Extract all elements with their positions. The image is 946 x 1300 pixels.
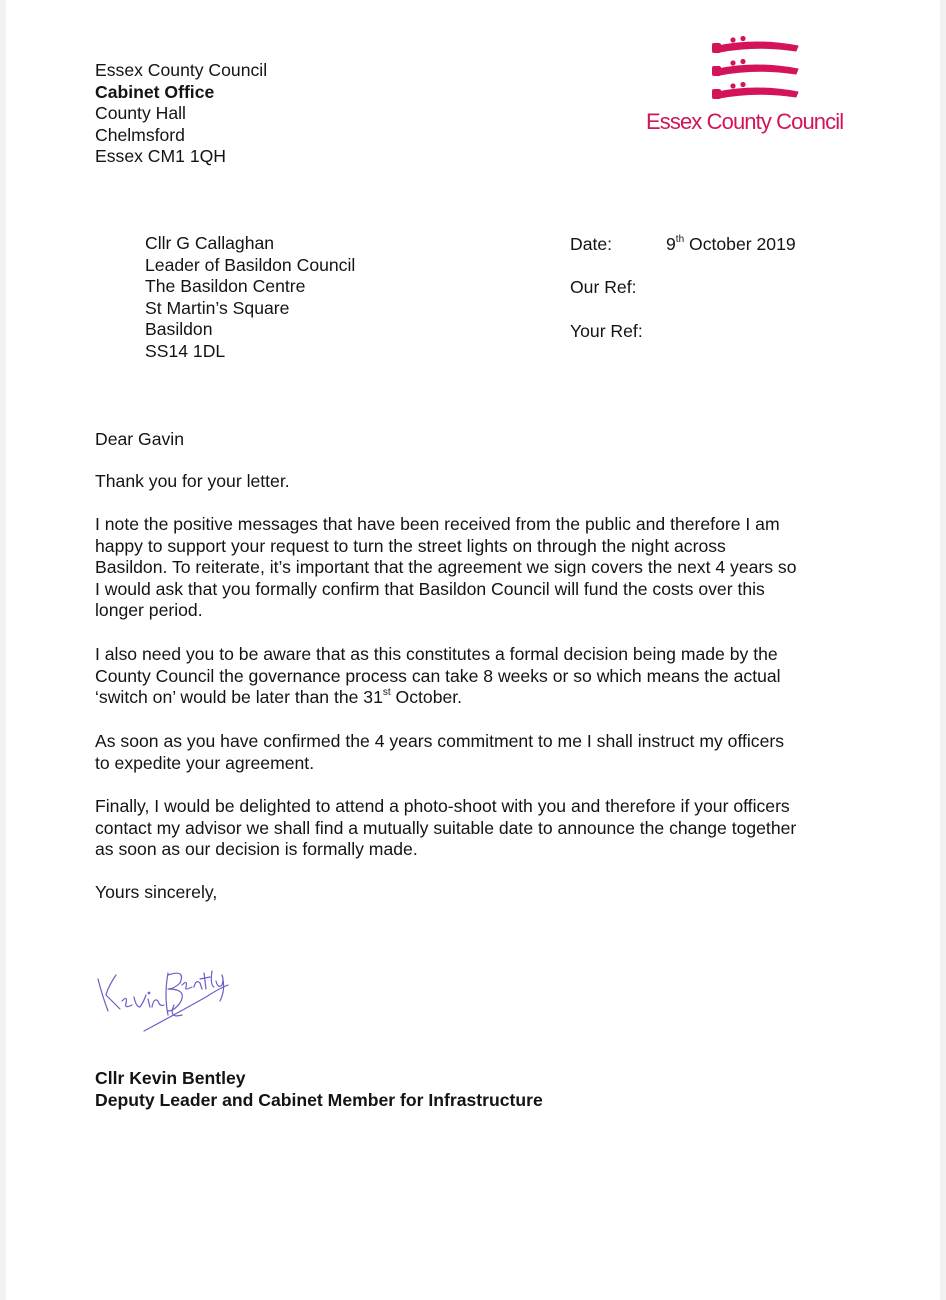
recipient-address-line: The Basildon Centre (145, 276, 306, 297)
sender-address-line: County Hall (95, 103, 186, 124)
paragraph-line (95, 687, 781, 709)
paragraph-line: As soon as you have confirmed the 4 years commitment to me I shall instruct my officers (95, 731, 785, 751)
paragraph-2 (95, 514, 797, 622)
logo-wordmark: Essex County Council (646, 109, 844, 134)
line-text: October. (390, 687, 463, 708)
sender-org: Essex County Council (95, 60, 268, 80)
your-ref-label: Your Ref: (570, 321, 643, 341)
paragraph-line: Basildon. To reiterate, it’s important that the agreement we sign covers the next 4 years so (95, 557, 797, 578)
handwritten-signature (94, 945, 234, 1035)
paragraph-line: happy to support your request to turn the street lights on through the night across (95, 535, 726, 556)
paragraph-line: I note the positive messages that have been received from the public and therefore I am (95, 514, 780, 534)
recipient-address-line: St Martin’s Square (145, 297, 290, 318)
paragraph-line: Finally, I would be delighted to attend a photo-shoot with you and therefore if your officers (95, 796, 790, 816)
recipient-address (145, 233, 355, 363)
paragraph-1: Thank you for your letter. (95, 471, 290, 491)
line-text: ‘switch on’ would be later than the 31 (95, 687, 383, 708)
sender-address (95, 60, 267, 168)
recipient-name: Cllr G Callaghan (145, 233, 275, 253)
paragraph-3 (95, 644, 781, 709)
date-month-year: October 2019 (684, 234, 796, 254)
date-day: 9 (666, 234, 676, 254)
date-value (666, 234, 796, 255)
paragraph-5 (95, 796, 796, 861)
sender-office: Cabinet Office (95, 81, 215, 102)
sender-address-line: Essex CM1 1QH (95, 146, 227, 167)
paragraph-line: longer period. (95, 600, 203, 621)
salutation: Dear Gavin (95, 429, 184, 449)
ordinal-suffix: st (382, 687, 391, 699)
our-ref-label: Our Ref: (570, 277, 637, 297)
paragraph-4 (95, 731, 784, 774)
three-seaxes-icon (646, 32, 876, 107)
signatory (95, 1068, 543, 1111)
recipient-address-line: SS14 1DL (145, 340, 226, 361)
paragraph-line: County Council the governance process can take 8 weeks or so which means the actual (95, 665, 781, 686)
paragraph-line: to expedite your agreement. (95, 752, 315, 773)
paragraph-line: I would ask that you formally confirm that Basildon Council will fund the costs over this (95, 578, 765, 599)
council-logo (646, 32, 876, 142)
date-label: Date: (570, 234, 613, 254)
signatory-name: Cllr Kevin Bentley (95, 1068, 246, 1088)
signatory-role: Deputy Leader and Cabinet Member for Infrastructure (95, 1089, 543, 1110)
recipient-address-line: Basildon (145, 319, 213, 340)
closing: Yours sincerely, (95, 882, 218, 902)
sender-address-line: Chelmsford (95, 124, 185, 145)
recipient-title: Leader of Basildon Council (145, 254, 356, 275)
letter-page (6, 0, 940, 1300)
paragraph-line: I also need you to be aware that as this constitutes a formal decision being made by the (95, 644, 778, 664)
paragraph-line: contact my advisor we shall find a mutually suitable date to announce the change together (95, 817, 797, 838)
paragraph-line: as soon as our decision is formally made. (95, 839, 418, 860)
date-suffix: th (675, 234, 685, 246)
